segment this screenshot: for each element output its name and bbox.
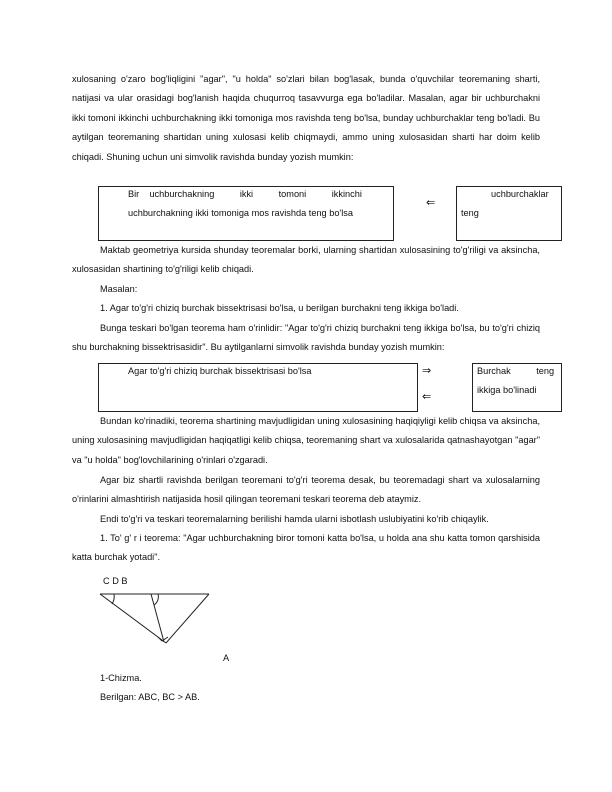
conclusion-text-2-line-2: ikkiga bo'linadi bbox=[477, 385, 537, 395]
paragraph-example-1: 1. Agar to'g'ri chiziq burchak bissektrisasi bo'lsa, u berilgan burchakni teng ikkiga bo'ladi. bbox=[100, 303, 459, 313]
paragraph-conclusion: Bundan ko'rinadiki, teorema shartining mavjudligidan uning xulosasining haqiqiyligi kelib chiqsa va aksincha, uning xulosasining mavjudligidan haqiqatligi kelib chiqsa, teoremaning shart va xulosalarida qatnashayotgan "agar" va "u holda" bog'lovchilarining o'rinlari o'zgaradi. bbox=[72, 416, 540, 465]
paragraph-intro: xulosaning o'zaro bog'liqligini "agar", "u holda" so'zlari bilan bog'lasak, bunda o'quvchilar teoremaning sharti, natijasi va ular orasidagi bog'lanish haqida chuqurroq tasavvurga ega bo'ladilar. Masalan, agar bir uchburchakni ikki tomoni ikkinchi uchburchakning ikki tomoniga mos ravishda teng bo'lsa, bunday uchburchaklar teng bo'ladi. Bu aytilgan teoremaning shartidan uning xulosasi kelib chiqmaydi, ammo uning xulosasidan sharti har doim kelib chiqadi. Shuning uchun uni simvolik ravishda bunday yozish mumkin: bbox=[72, 74, 540, 162]
conclusion-text-line-1: uchburchaklar bbox=[491, 189, 549, 199]
paragraph-theorems: Maktab geometriya kursida shunday teoremalar borki, ularning shartidan xulosasining to'g'riligi va aksincha, xulosasidan shartining to'g'riligi kelib chiqadi. bbox=[72, 245, 540, 275]
paragraph-definition: Agar biz shartli ravishda berilgan teoremani to'g'ri teorema desak, bu teoremadagi shart va xulosalarning o'rinlarini almashtirish natijasida hosil qilingan teoremani teskari teorema deb ataymiz. bbox=[72, 475, 540, 505]
paragraph-method: Endi to'g'ri va teskari teoremalarning berilishi hamda ularni isbotlash uslubiyatini ko'rib chiqaylik. bbox=[100, 514, 489, 524]
paragraph-theorem-1: 1. To' g' r i teorema: "Agar uchburchakning biror tomoni katta bo'lsa, u holda ana shu katta tomon qarshisida katta burchak yotadi". bbox=[72, 533, 540, 563]
condition-text-2: Agar to'g'ri chiziq burchak bissektrisasi bo'lsa bbox=[128, 366, 312, 376]
conclusion-box-1 bbox=[456, 186, 562, 241]
implication-arrow-left-icon: ⇐ bbox=[426, 197, 436, 209]
implication-arrow-right-icon: ⇒ bbox=[422, 365, 432, 377]
figure-vertex-label-a: A bbox=[223, 653, 230, 663]
condition-text-line-2: uchburchakning ikki tomoniga mos ravishda teng bo'lsa bbox=[128, 208, 353, 218]
condition-text-line-1: Bir uchburchakning ikki tomoni ikkinchi bbox=[128, 189, 362, 199]
implication-arrow-left-icon-2: ⇐ bbox=[422, 391, 432, 403]
paragraph-example-label: Masalan: bbox=[100, 284, 138, 294]
figure-caption: 1-Chizma. bbox=[100, 673, 142, 683]
condition-box-2 bbox=[98, 363, 418, 412]
figure-given: Berilgan: ABC, BC > AB. bbox=[100, 692, 200, 702]
condition-box-1 bbox=[98, 186, 394, 241]
conclusion-text-2-line-1: Burchak teng bbox=[477, 366, 555, 376]
conclusion-box-2 bbox=[472, 363, 562, 412]
conclusion-text-line-2: teng bbox=[461, 208, 479, 218]
triangle-figure bbox=[96, 590, 216, 646]
paragraph-converse: Bunga teskari bo'lgan teorema ham o'rinlidir: "Agar to'g'ri chiziq burchakni teng ikkiga bo'lsa, bu to'g'ri chiziq shu burchakning bissektrisasidir". Bu aytilganlarni simvolik ravishda bunday yozish mumkin: bbox=[72, 323, 540, 353]
figure-top-labels: C D B bbox=[103, 576, 128, 586]
